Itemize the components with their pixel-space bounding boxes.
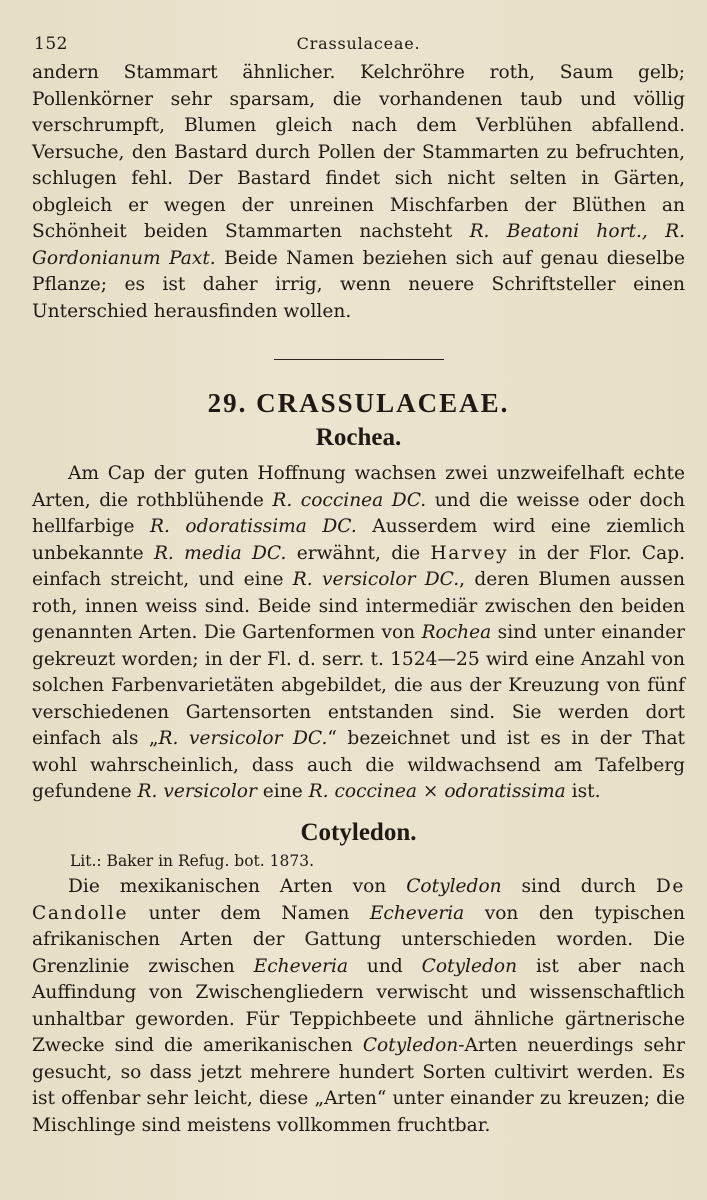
- genus-heading-rochea: Rochea.: [315, 423, 402, 451]
- page-number: 152: [34, 34, 68, 54]
- literature-reference: Lit.: Baker in Refug. bot. 1873.: [70, 852, 315, 870]
- section-divider: [274, 359, 444, 360]
- cotyledon-paragraph: Die mexikanischen Arten von Cotyledon sind durch De Candolle unter dem Namen Echeveria von den typischen afrikanischen Arten der Gattung unterschieden worden. Die Grenzlinie zwischen Echeveria und Cotyledon ist aber nach Auffindung von Zwischengliedern verwischt und wissenschaftlich unhaltbar geworden. Für Teppichbeete und ähnliche gärtnerische Zwecke sind die amerikanischen Cotyledon-Arten neuerdings sehr gesucht, so dass jetzt mehrere hundert Sorten cultivirt werden. Es ist offenbar sehr leicht, diese „Arten“ unter einander zu kreuzen; die Mischlinge sind meistens vollkommen fruchtbar.: [32, 876, 685, 1136]
- running-title: Crassulaceae.: [296, 34, 421, 53]
- genus-heading-cotyledon: Cotyledon.: [300, 818, 417, 846]
- continuation-paragraph: andern Stammart ähnlicher. Kelchröhre roth, Saum gelb; Pollenkörner sehr sparsam, die vorhandenen taub und völlig verschrumpft, Blumen gleich nach dem Verblühen abfallend. Versuche, den Bastard durch Pollen der Stammarten zu befruchten, schlugen fehl. Der Bastard findet sich nicht selten in Gärten, obgleich er wegen der unreinen Mischfarben der Blüthen an Schönheit beiden Stammarten nachsteht R. Beatoni hort., R. Gordonianum Paxt. Beide Namen beziehen sich auf genau dieselbe Pflanze; es ist daher irrig, wenn neuere Schriftsteller einen Unterschied herausfinden wollen.: [32, 62, 685, 322]
- page-body: [32, 60, 685, 1139]
- running-header: [32, 34, 685, 60]
- family-heading: 29. CRASSULACEAE.: [207, 388, 510, 418]
- rochea-paragraph: Am Cap der guten Hoffnung wachsen zwei unzweifelhaft echte Arten, die rothblühende R. coccinea DC. und die weisse oder doch hellfarbige R. odoratissima DC. Ausserdem wird eine ziemlich unbekannte R. media DC. erwähnt, die Harvey in der Flor. Cap. einfach streicht, und eine R. versicolor DC., deren Blumen aussen roth, innen weiss sind. Beide sind intermediär zwischen den beiden genannten Arten. Die Gartenformen von Rochea sind unter einander gekreuzt worden; in der Fl. d. serr. t. 1524—25 wird eine Anzahl von solchen Farbenvarietäten abgebildet, die aus der Kreuzung von fünf verschiedenen Gartensorten entstanden sind. Sie werden dort einfach als „R. versicolor DC.“ bezeichnet und ist es in der That wohl wahrscheinlich, dass auch die wildwachsend am Tafelberg gefundene R. versicolor eine R. coccinea × odoratissima ist.: [32, 463, 686, 802]
